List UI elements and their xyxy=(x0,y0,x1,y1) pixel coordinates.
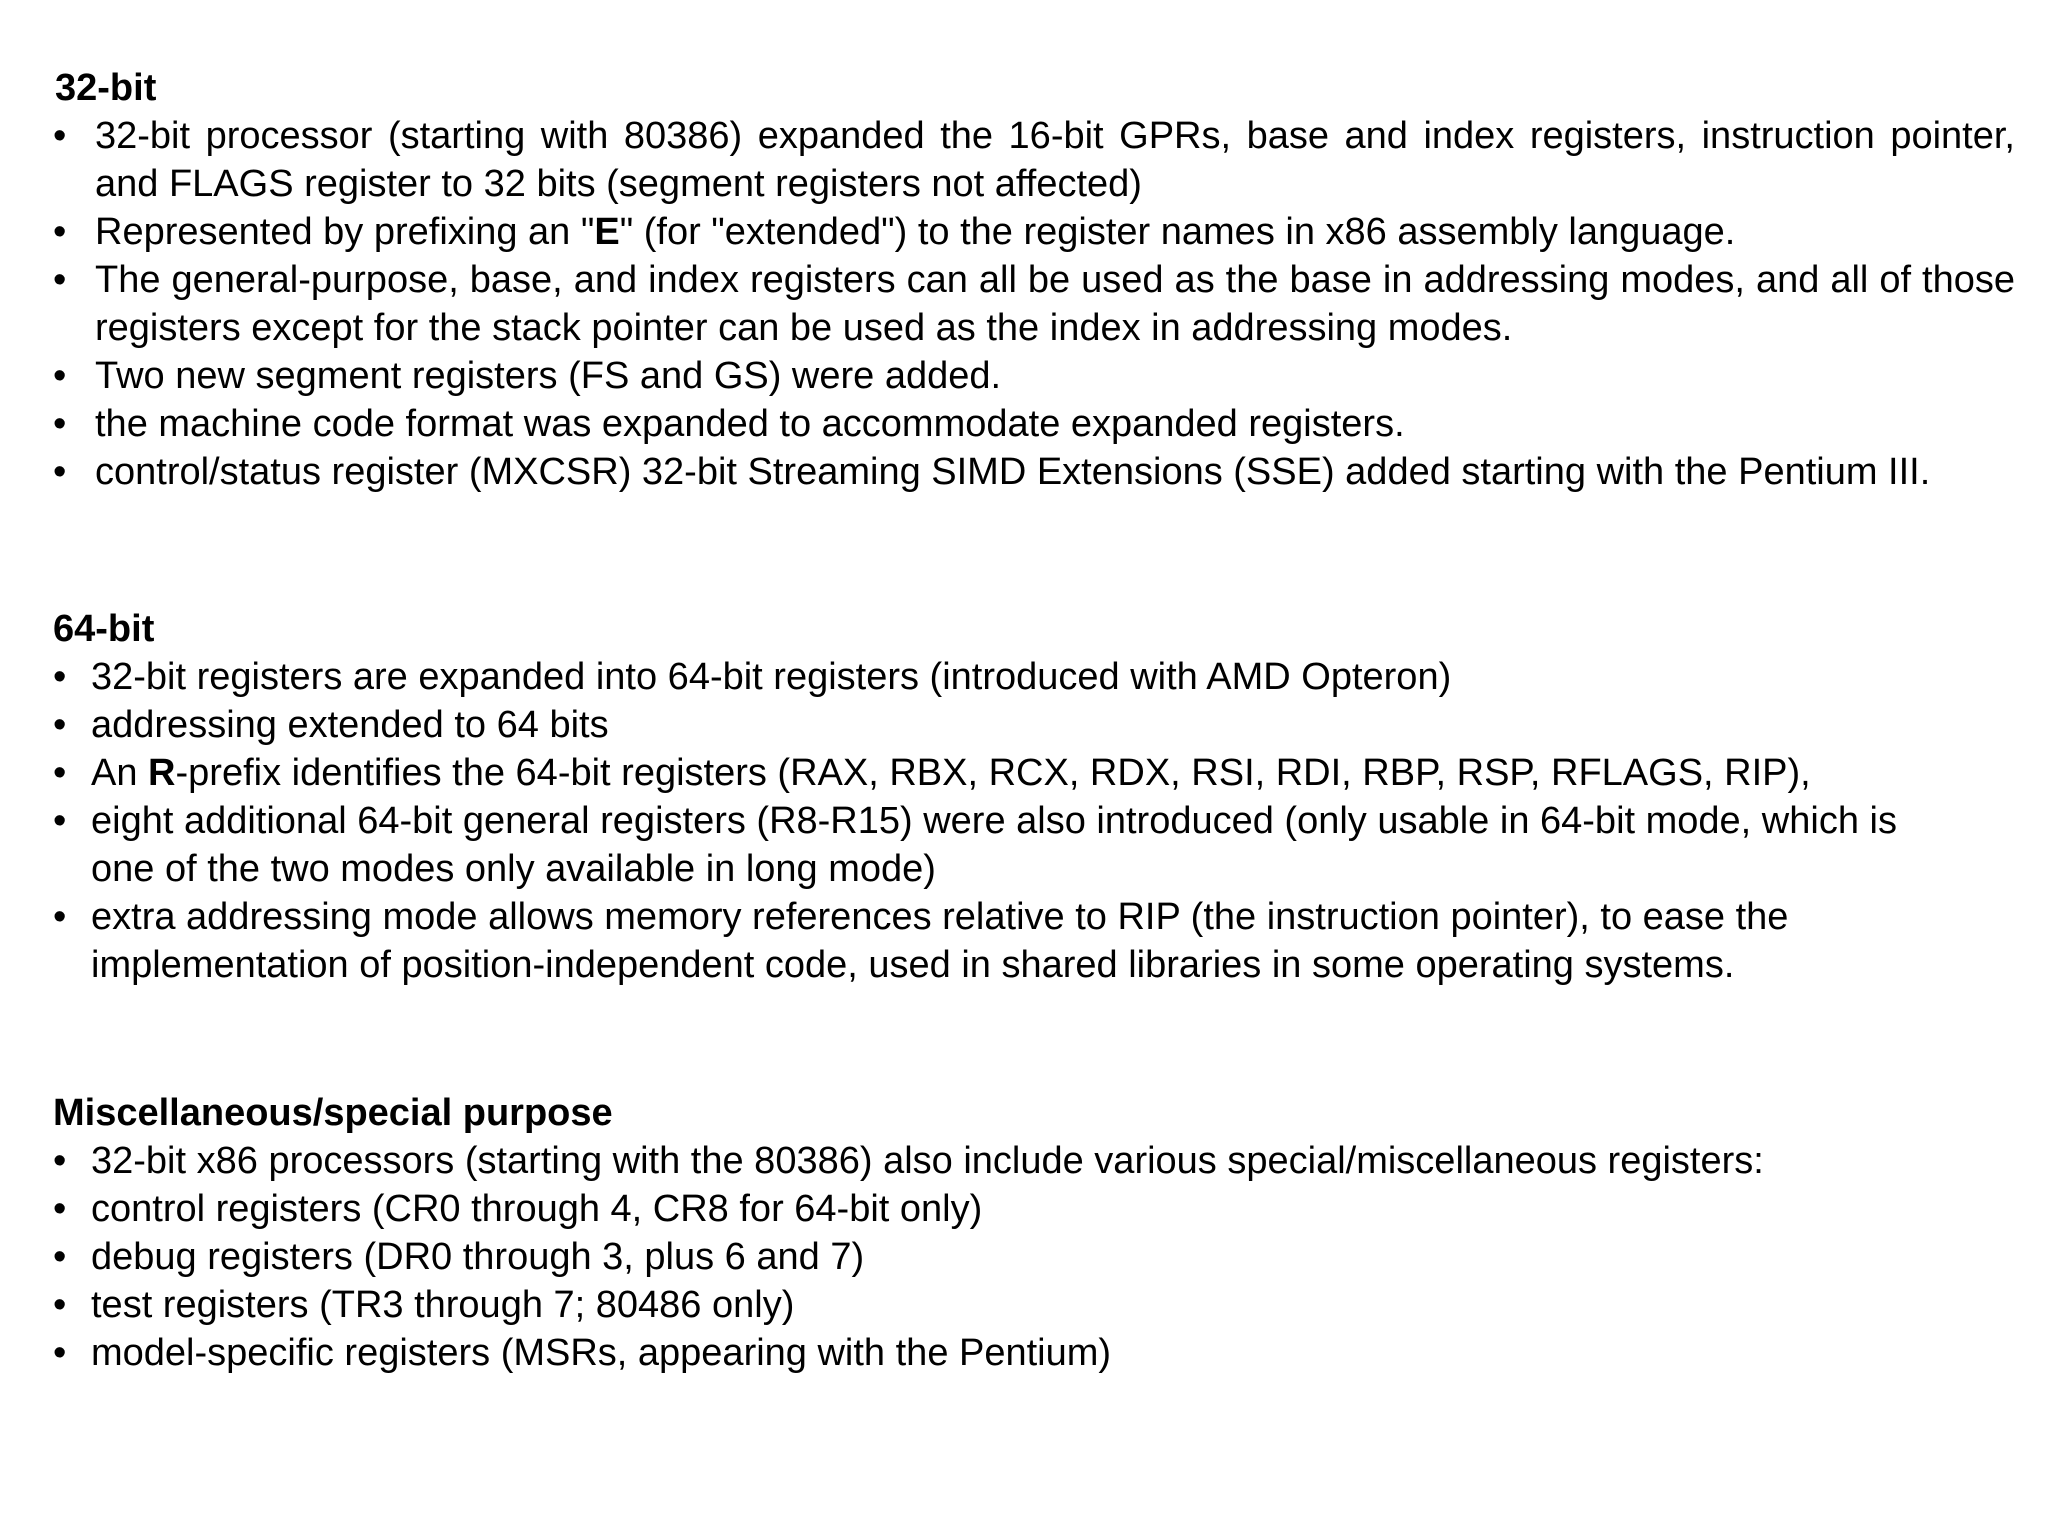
bullet-icon: • xyxy=(53,896,67,938)
bullet-icon: • xyxy=(53,1236,67,1278)
section-64-bit xyxy=(53,605,1963,989)
section-32-bit xyxy=(53,64,2015,496)
list-item: • control registers (CR0 through 4, CR8 for 64-bit only) xyxy=(53,1185,1963,1233)
list-item: • debug registers (DR0 through 3, plus 6 and 7) xyxy=(53,1233,1963,1281)
bullet-icon: • xyxy=(53,1140,67,1182)
bullet-icon: • xyxy=(53,1188,67,1230)
list-item: • extra addressing mode allows memory references relative to RIP (the instruction pointer), to ease the implementation of position-independent code, used in shared libraries in some operating systems. xyxy=(53,893,1963,989)
list-item: • 32-bit processor (starting with 80386) expanded the 16-bit GPRs, base and index registers, instruction pointer, and FLAGS register to 32 bits (segment registers not affected) xyxy=(53,112,2015,208)
bullet-icon: • xyxy=(53,752,67,794)
list-item: • control/status register (MXCSR) 32-bit Streaming SIMD Extensions (SSE) added starting with the Pentium III. xyxy=(53,448,2015,496)
list-item: • Two new segment registers (FS and GS) were added. xyxy=(53,352,2015,400)
bullet-icon: • xyxy=(53,403,67,445)
list-item: • 32-bit x86 processors (starting with the 80386) also include various special/miscellaneous registers: xyxy=(53,1137,1963,1185)
list-item: • eight additional 64-bit general registers (R8-R15) were also introduced (only usable in 64-bit mode, which is one of the two modes only available in long mode) xyxy=(53,797,1963,893)
section-heading: 32-bit xyxy=(55,67,157,109)
section-heading: 64-bit xyxy=(53,608,155,650)
bullet-icon: • xyxy=(53,1332,67,1374)
section-miscellaneous xyxy=(53,1089,1963,1377)
list-item: • The general-purpose, base, and index registers can all be used as the base in addressing modes, and all of those registers except for the stack pointer can be used as the index in addressing modes. xyxy=(53,256,2015,352)
bullet-icon: • xyxy=(53,451,67,493)
list-item: • An R-prefix identifies the 64-bit registers (RAX, RBX, RCX, RDX, RSI, RDI, RBP, RSP, RFLAGS, RIP), xyxy=(53,749,1963,797)
bullet-icon: • xyxy=(53,800,67,842)
bullet-list xyxy=(53,653,1963,989)
bullet-icon: • xyxy=(53,211,67,253)
bullet-list xyxy=(53,112,2015,496)
section-heading: Miscellaneous/special purpose xyxy=(53,1092,613,1134)
bullet-icon: • xyxy=(53,115,67,157)
bullet-icon: • xyxy=(53,656,67,698)
list-item: • 32-bit registers are expanded into 64-bit registers (introduced with AMD Opteron) xyxy=(53,653,1963,701)
list-item: • addressing extended to 64 bits xyxy=(53,701,1963,749)
bullet-icon: • xyxy=(53,355,67,397)
bullet-icon: • xyxy=(53,259,67,301)
bullet-icon: • xyxy=(53,704,67,746)
bullet-list xyxy=(53,1137,1963,1377)
list-item: • model-specific registers (MSRs, appearing with the Pentium) xyxy=(53,1329,1963,1377)
list-item: • Represented by prefixing an "E" (for "extended") to the register names in x86 assembly language. xyxy=(53,208,2015,256)
list-item: • the machine code format was expanded to accommodate expanded registers. xyxy=(53,400,2015,448)
bullet-icon: • xyxy=(53,1284,67,1326)
list-item: • test registers (TR3 through 7; 80486 only) xyxy=(53,1281,1963,1329)
